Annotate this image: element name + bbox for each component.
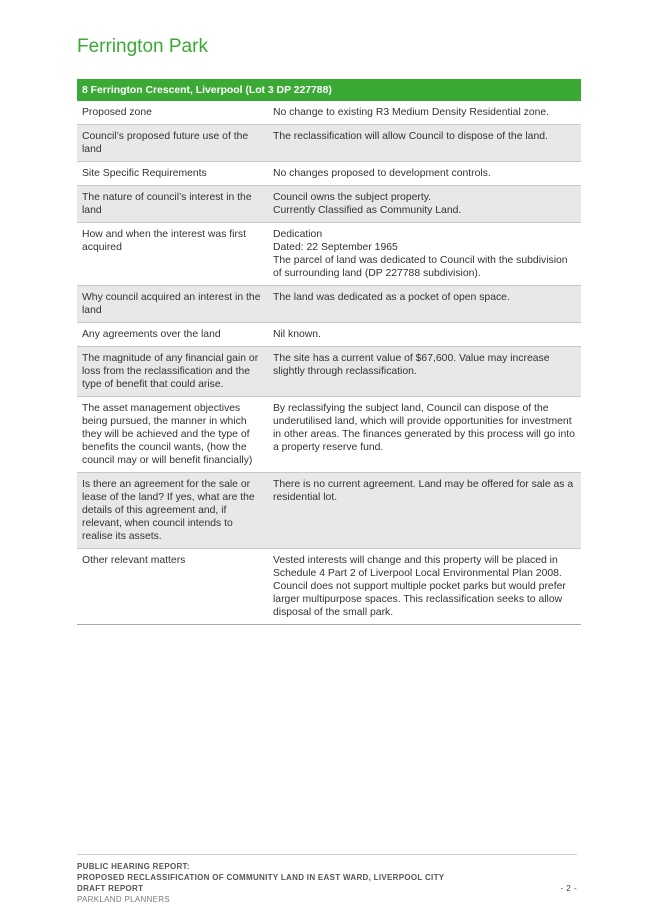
row-label-text: The nature of council’s interest in the land <box>82 192 252 216</box>
row-value-text: The site has a current value of $67,600. Value may increase slightly through reclassification. <box>273 353 550 377</box>
row-value-text: Dedication <box>273 229 323 240</box>
table-header: 8 Ferrington Crescent, Liverpool (Lot 3 DP 227788) <box>77 79 581 101</box>
row-label-text: Other relevant matters <box>82 555 186 566</box>
row-label-text: The magnitude of any financial gain or loss from the reclassification and the type of benefit that could arise. <box>82 353 259 390</box>
row-label <box>77 223 268 286</box>
row-label <box>77 347 268 397</box>
row-value <box>268 125 581 162</box>
row-value-text: By reclassifying the subject land, Council can dispose of the underutilised land, which will provide opportunities for investment in other areas. The finances generated by this process will go into a property reserve fund. <box>273 403 575 453</box>
row-value <box>268 473 581 549</box>
table-row <box>77 473 581 549</box>
footer-author: PARKLAND PLANNERS <box>77 895 170 904</box>
table-row <box>77 125 581 162</box>
row-value <box>268 101 581 125</box>
footer-report-type: PUBLIC HEARING REPORT: <box>77 862 190 871</box>
row-value-text: Vested interests will change and this property will be placed in Schedule 4 Part 2 of Liverpool Local Environmental Plan 2008. Council does not support multiple pocket parks but would prefer larger multipurpose spaces. This reclassification seeks to allow disposal of the small park. <box>273 555 566 618</box>
row-value-text: The land was dedicated as a pocket of open space. <box>273 292 510 303</box>
table-row <box>77 186 581 223</box>
row-value-text: Currently Classified as Community Land. <box>273 205 462 216</box>
row-value-text: Council owns the subject property. <box>273 192 432 203</box>
row-value-text: No change to existing R3 Medium Density Residential zone. <box>273 107 550 118</box>
row-value-text: No changes proposed to development controls. <box>273 168 491 179</box>
row-label <box>77 101 268 125</box>
table-row <box>77 347 581 397</box>
row-label <box>77 125 268 162</box>
row-label <box>77 473 268 549</box>
row-label-text: Council’s proposed future use of the land <box>82 131 249 155</box>
page-number: - 2 - <box>560 883 577 893</box>
row-value <box>268 223 581 286</box>
property-details-table <box>77 79 581 625</box>
row-value-text: The reclassification will allow Council to dispose of the land. <box>273 131 548 142</box>
row-label <box>77 186 268 223</box>
table-row <box>77 223 581 286</box>
row-label-text: The asset management objectives being pursued, the manner in which they will be achieved and the type of benefits the council wants, (how the council may or will benefit financially) <box>82 403 253 466</box>
row-label <box>77 397 268 473</box>
row-label <box>77 323 268 347</box>
footer-report-status: DRAFT REPORT <box>77 884 144 893</box>
row-value <box>268 347 581 397</box>
table-row <box>77 549 581 625</box>
footer-report-title: PROPOSED RECLASSIFICATION OF COMMUNITY LAND IN EAST WARD, LIVERPOOL CITY <box>77 873 445 882</box>
row-value-text: Dated: 22 September 1965 <box>273 242 398 253</box>
row-label-text: Is there an agreement for the sale or lease of the land? If yes, what are the details of this agreement and, if relevant, when council intends to realise its assets. <box>82 479 255 542</box>
row-label-text: Why council acquired an interest in the land <box>82 292 261 316</box>
table-row <box>77 162 581 186</box>
row-value-text: Nil known. <box>273 329 321 340</box>
row-label <box>77 286 268 323</box>
row-label-text: Site Specific Requirements <box>82 168 207 179</box>
row-value <box>268 286 581 323</box>
row-value <box>268 186 581 223</box>
table-body <box>77 101 581 625</box>
row-value <box>268 549 581 625</box>
table-row <box>77 397 581 473</box>
row-value <box>268 323 581 347</box>
row-label <box>77 549 268 625</box>
row-label-text: How and when the interest was first acquired <box>82 229 247 253</box>
page-footer <box>77 854 577 905</box>
row-value <box>268 162 581 186</box>
row-label-text: Proposed zone <box>82 107 152 118</box>
row-label-text: Any agreements over the land <box>82 329 221 340</box>
page-title: Ferrington Park <box>77 36 208 57</box>
table-row <box>77 101 581 125</box>
table-row <box>77 286 581 323</box>
row-value-text: The parcel of land was dedicated to Council with the subdivision of surrounding land (DP 227788 subdivision). <box>273 255 568 279</box>
table-row <box>77 323 581 347</box>
row-label <box>77 162 268 186</box>
row-value-text: There is no current agreement. Land may be offered for sale as a residential lot. <box>273 479 574 503</box>
row-value <box>268 397 581 473</box>
